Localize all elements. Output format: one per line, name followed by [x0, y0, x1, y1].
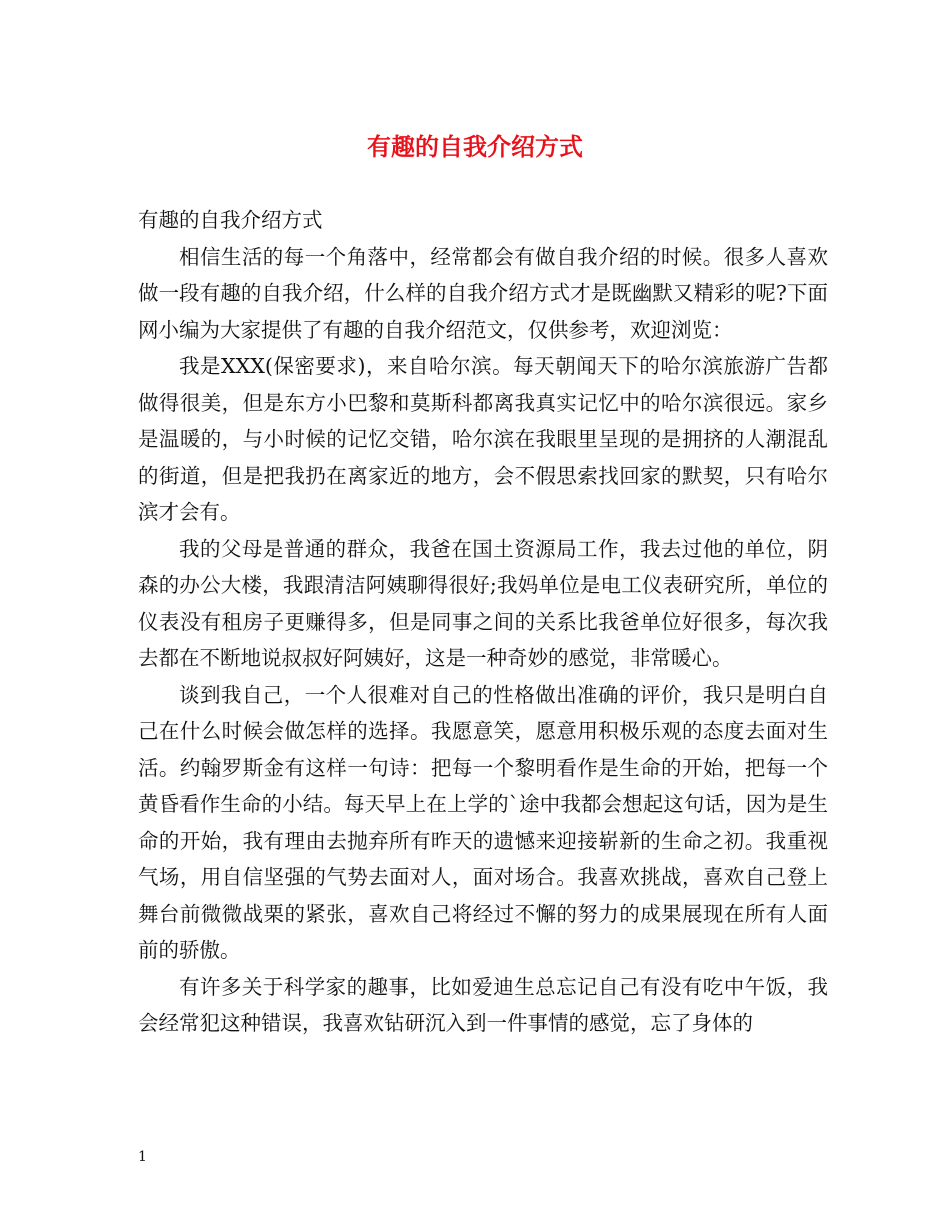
document-body: [138, 202, 828, 1042]
paragraph: 有许多关于科学家的趣事，比如爱迪生总忘记自己有没有吃中午饭，我会经常犯这种错误，我喜欢钻研沉入到一件事情的感觉，忘了身体的: [138, 974, 828, 1035]
paragraph: 谈到我自己，一个人很难对自己的性格做出准确的评价，我只是明白自己在什么时候会做怎样的选择。我愿意笑，愿意用积极乐观的态度去面对生活。约翰罗斯金有这样一句诗：把每一个黎明看作是生命的开始，把每一个黄昏看作生命的小结。每天早上在上学的`途中我都会想起这句话，因为是生命的开始，我有理由去抛弃所有昨天的遗憾来迎接崭新的生命之初。我重视气场，用自信坚强的气势去面对人，面对场合。我喜欢挑战，喜欢自己登上舞台前微微战栗的紧张，喜欢自己将经过不懈的努力的成果展现在所有人面前的骄傲。: [138, 682, 828, 962]
page-number: 1: [138, 1149, 147, 1165]
paragraph: 我的父母是普通的群众，我爸在国土资源局工作，我去过他的单位，阴森的办公大楼，我跟清洁阿姨聊得很好;我妈单位是电工仪表研究所，单位的仪表没有租房子更赚得多，但是同事之间的关系比我爸单位好很多，每次我去都在不断地说叔叔好阿姨好，这是一种奇妙的感觉，非常暖心。: [138, 536, 828, 670]
document-title: 有趣的自我介绍方式: [367, 132, 583, 161]
document-subtitle: 有趣的自我介绍方式: [138, 208, 323, 232]
paragraph: 我是XXX(保密要求)，来自哈尔滨。每天朝闻天下的哈尔滨旅游广告都做得很美，但是东方小巴黎和莫斯科都离我真实记忆中的哈尔滨很远。家乡是温暖的，与小时候的记忆交错，哈尔滨在我眼里呈现的是拥挤的人潮混乱的街道，但是把我扔在离家近的地方，会不假思索找回家的默契，只有哈尔滨才会有。: [138, 354, 828, 524]
paragraph: 相信生活的每一个角落中，经常都会有做自我介绍的时候。很多人喜欢做一段有趣的自我介绍，什么样的自我介绍方式才是既幽默又精彩的呢?下面网小编为大家提供了有趣的自我介绍范文，仅供参考，欢迎浏览：: [138, 244, 828, 342]
